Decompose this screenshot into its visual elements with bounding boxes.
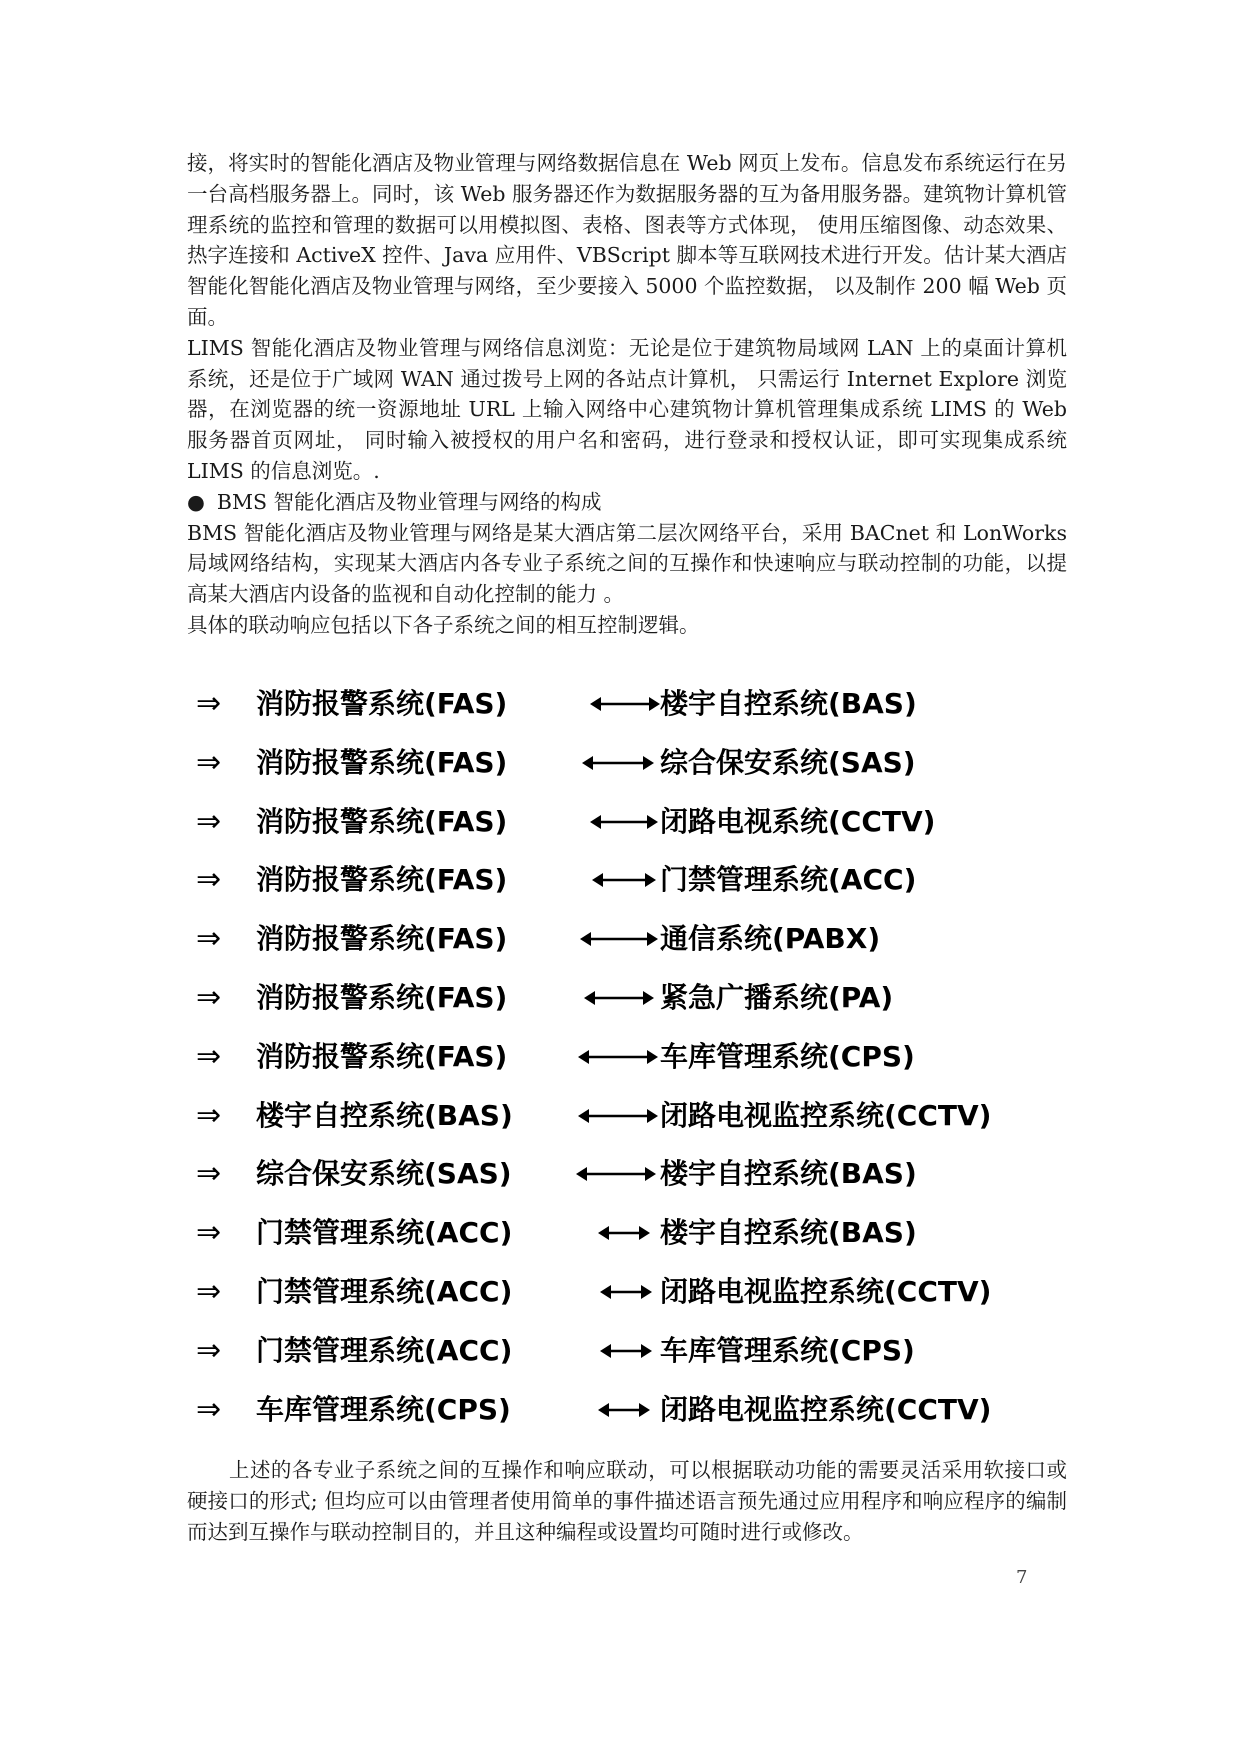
double-arrow-icon <box>582 751 654 775</box>
implies-arrow-icon: ⇒ <box>196 1215 222 1251</box>
double-arrow-icon <box>598 1398 650 1422</box>
source-system: 楼宇自控系统(BAS) <box>256 1098 513 1132</box>
target-system: 车库管理系统(CPS) <box>660 1039 915 1073</box>
linkage-row <box>190 1031 1050 1085</box>
linkage-row <box>190 913 1050 967</box>
implies-arrow-icon: ⇒ <box>196 1391 222 1427</box>
double-arrow-icon <box>600 1280 652 1304</box>
source-system: 门禁管理系统(ACC) <box>256 1275 513 1308</box>
double-arrow-icon <box>590 810 658 834</box>
implies-arrow-icon: ⇒ <box>196 921 222 957</box>
bullet-icon: ● <box>187 489 205 514</box>
target-system: 闭路电视系统(CCTV) <box>660 804 936 838</box>
target-system: 闭路电视监控系统(CCTV) <box>660 1275 992 1308</box>
double-arrow-icon <box>580 927 658 951</box>
linkage-row <box>190 1207 1050 1261</box>
page-number: 7 <box>1016 1567 1028 1588</box>
linkage-row <box>190 737 1050 791</box>
linkage-row <box>190 854 1050 908</box>
implies-arrow-icon: ⇒ <box>196 803 222 839</box>
linkage-row <box>190 1148 1050 1202</box>
paragraph-bms: BMS 智能化酒店及物业管理与网络是某大酒店第二层次网络平台，采用 BACnet 和 LonWorks 局域网络结构，实现某大酒店内各专业子系统之间的互操作和快速响应与联动控制的功能，以提高某大酒店内设备的监视和自动化控制的能力 。 <box>187 520 1067 607</box>
implies-arrow-icon: ⇒ <box>196 744 222 780</box>
linkage-diagram <box>190 678 1050 1448</box>
body-text <box>187 148 1067 641</box>
double-arrow-icon <box>578 1045 658 1069</box>
closing-text <box>187 1455 1067 1548</box>
implies-arrow-icon: ⇒ <box>196 1097 222 1133</box>
source-system: 消防报警系统(FAS) <box>256 804 508 838</box>
linkage-row <box>190 1384 1050 1438</box>
implies-arrow-icon: ⇒ <box>196 1274 222 1309</box>
linkage-row <box>190 972 1050 1026</box>
linkage-row <box>190 1090 1050 1144</box>
linkage-row <box>190 796 1050 850</box>
target-system: 紧急广播系统(PA) <box>660 981 894 1014</box>
source-system: 车库管理系统(CPS) <box>256 1392 511 1426</box>
closing-paragraph: 上述的各专业子系统之间的互操作和响应联动，可以根据联动功能的需要灵活采用软接口或硬接口的形式; 但均应可以由管理者使用简单的事件描述语言预先通过应用程序和响应程序的编制而达到互操作与联动控制目的，并且这种编程或设置均可随时进行或修改。 <box>187 1458 1067 1544</box>
target-system: 综合保安系统(SAS) <box>660 745 916 779</box>
implies-arrow-icon: ⇒ <box>196 1156 222 1192</box>
target-system: 楼宇自控系统(BAS) <box>660 1216 917 1250</box>
source-system: 消防报警系统(FAS) <box>256 745 508 779</box>
intro-line: 具体的联动响应包括以下各子系统之间的相互控制逻辑。 <box>187 612 700 637</box>
linkage-row <box>190 1266 1050 1320</box>
source-system: 消防报警系统(FAS) <box>256 687 508 720</box>
implies-arrow-icon: ⇒ <box>196 1038 222 1074</box>
target-system: 楼宇自控系统(BAS) <box>660 1157 917 1191</box>
source-system: 门禁管理系统(ACC) <box>256 1333 513 1367</box>
source-system: 消防报警系统(FAS) <box>256 922 508 956</box>
double-arrow-icon <box>578 1104 658 1128</box>
target-system: 通信系统(PABX) <box>660 922 881 956</box>
linkage-row <box>190 1325 1050 1379</box>
target-system: 楼宇自控系统(BAS) <box>660 687 917 720</box>
linkage-row <box>190 678 1050 732</box>
source-system: 综合保安系统(SAS) <box>256 1157 512 1191</box>
target-system: 闭路电视监控系统(CCTV) <box>660 1392 992 1426</box>
double-arrow-icon <box>576 1162 656 1186</box>
bullet-heading <box>187 487 1067 518</box>
bullet-heading-text: BMS 智能化酒店及物业管理与网络的构成 <box>216 489 602 514</box>
target-system: 门禁管理系统(ACC) <box>660 863 917 897</box>
implies-arrow-icon: ⇒ <box>196 980 222 1015</box>
target-system: 车库管理系统(CPS) <box>660 1333 915 1367</box>
implies-arrow-icon: ⇒ <box>196 686 222 721</box>
source-system: 消防报警系统(FAS) <box>256 863 508 897</box>
source-system: 消防报警系统(FAS) <box>256 981 508 1014</box>
double-arrow-icon <box>590 692 660 716</box>
double-arrow-icon <box>598 1221 650 1245</box>
paragraph-lims-browsing: LIMS 智能化酒店及物业管理与网络信息浏览：无论是位于建筑物局域网 LAN 上的桌面计算机系统，还是位于广域网 WAN 通过拨号上网的各站点计算机， 只需运行 Internet Explore 浏览器，在浏览器的统一资源地址 URL 上输入网络中心建筑物计算机管理集成系统 LIMS 的 Web 服务器首页网址， 同时输入被授权的用户名和密码，进行登录和授权认证，即可实现集成系统 LIMS 的信息浏览。. <box>187 335 1067 483</box>
double-arrow-icon <box>584 986 654 1010</box>
target-system: 闭路电视监控系统(CCTV) <box>660 1098 992 1132</box>
paragraph-web-publishing: 接，将实时的智能化酒店及物业管理与网络数据信息在 Web 网页上发布。信息发布系统运行在另一台高档服务器上。同时，该 Web 服务器还作为数据服务器的互为备用服务器。建筑物计算机管理系统的监控和管理的数据可以用模拟图、表格、图表等方式体现， 使用压缩图像、动态效果、热字连接和 ActiveX 控件、Java 应用件、VBScript 脚本等互联网技术进行开发。估计某大酒店智能化智能化酒店及物业管理与网络，至少要接入 5000 个监控数据， 以及制作 200 幅 Web 页面。 <box>187 151 1067 329</box>
implies-arrow-icon: ⇒ <box>196 862 222 898</box>
double-arrow-icon <box>600 1339 652 1363</box>
source-system: 消防报警系统(FAS) <box>256 1039 508 1073</box>
double-arrow-icon <box>592 868 656 892</box>
implies-arrow-icon: ⇒ <box>196 1332 222 1368</box>
source-system: 门禁管理系统(ACC) <box>256 1216 513 1250</box>
